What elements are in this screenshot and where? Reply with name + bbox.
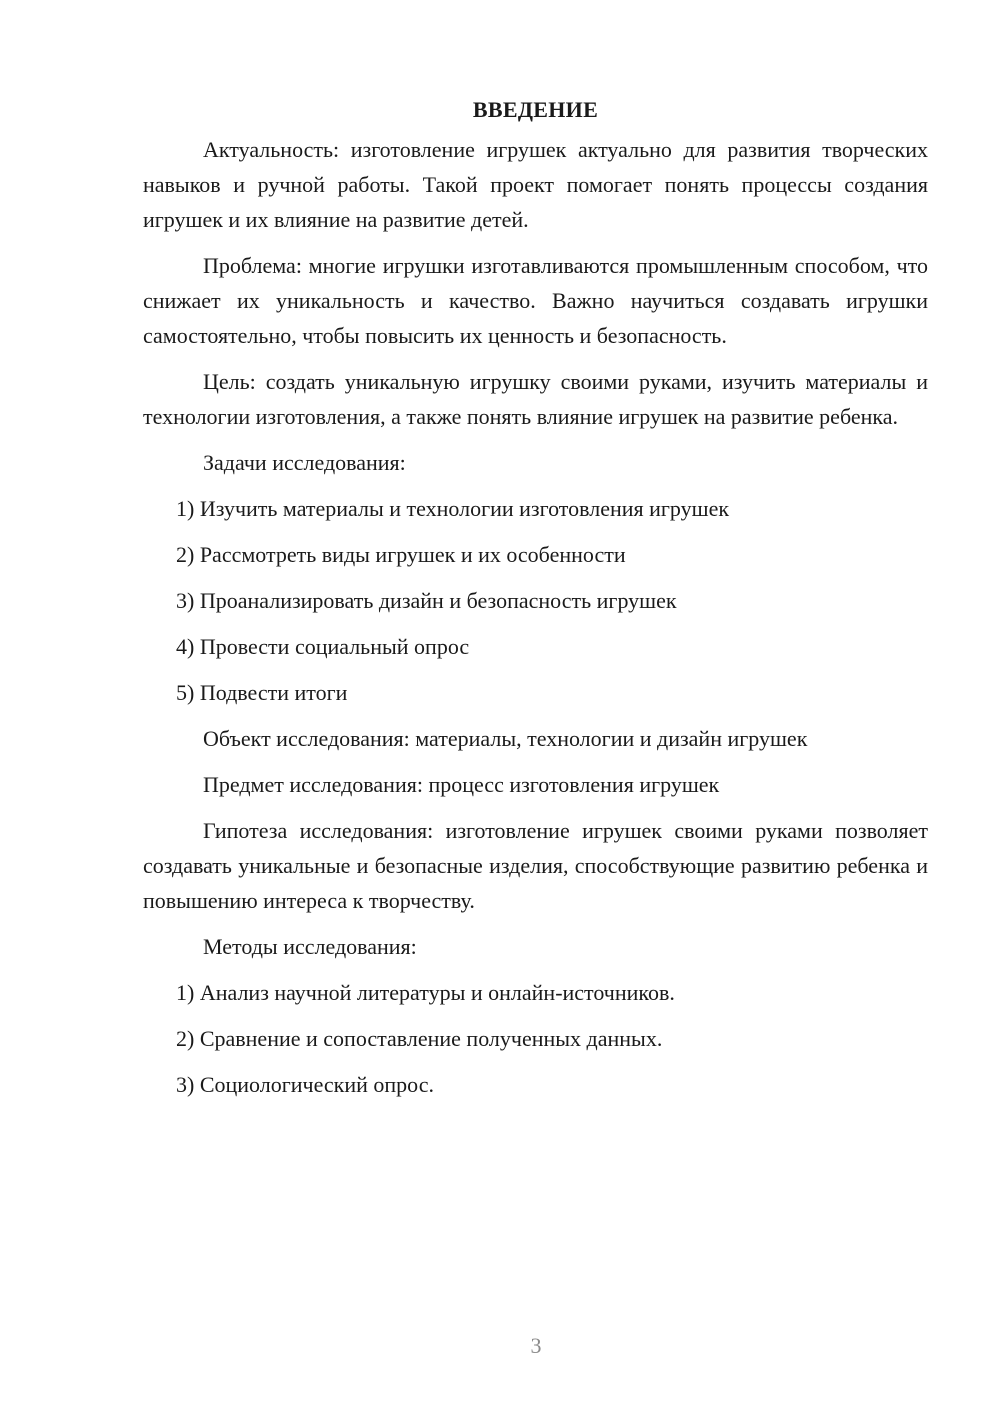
list-item: 2) Рассмотреть виды игрушек и их особенности <box>176 542 626 567</box>
relevance-paragraph: Актуальность: изготовление игрушек актуально для развития творческих навыков и ручной работы. Такой проект помогает понять процессы создания игрушек и их влияние на развитие детей. <box>143 137 928 232</box>
problem-paragraph: Проблема: многие игрушки изготавливаются промышленным способом, что снижает их уникальность и качество. Важно научиться создавать игрушки самостоятельно, чтобы повысить их ценность и безопасность. <box>143 253 928 348</box>
subject-line: Предмет исследования: процесс изготовления игрушек <box>203 772 720 797</box>
hypothesis-paragraph: Гипотеза исследования: изготовление игрушек своими руками позволяет создавать уникальные и безопасные изделия, способствующие развитию ребенка и повышению интереса к творчеству. <box>143 818 928 913</box>
goal-paragraph: Цель: создать уникальную игрушку своими руками, изучить материалы и технологии изготовления, а также понять влияние игрушек на развитие ребенка. <box>143 369 928 429</box>
section-title: ВВЕДЕНИЕ <box>472 97 599 122</box>
list-item: 2) Сравнение и сопоставление полученных данных. <box>176 1026 663 1051</box>
methods-list <box>143 975 928 1102</box>
tasks-list <box>143 491 928 710</box>
list-item: 3) Социологический опрос. <box>176 1072 434 1097</box>
list-item: 1) Анализ научной литературы и онлайн-источников. <box>176 980 675 1005</box>
list-item: 1) Изучить материалы и технологии изготовления игрушек <box>176 496 730 521</box>
object-line: Объект исследования: материалы, технологии и дизайн игрушек <box>203 726 808 751</box>
document-body <box>143 92 928 1113</box>
page-number: 3 <box>530 1333 542 1358</box>
list-item: 4) Провести социальный опрос <box>176 634 470 659</box>
list-item: 3) Проанализировать дизайн и безопасность игрушек <box>176 588 677 613</box>
methods-heading: Методы исследования: <box>203 934 417 959</box>
tasks-heading: Задачи исследования: <box>203 450 406 475</box>
list-item: 5) Подвести итоги <box>176 680 348 705</box>
